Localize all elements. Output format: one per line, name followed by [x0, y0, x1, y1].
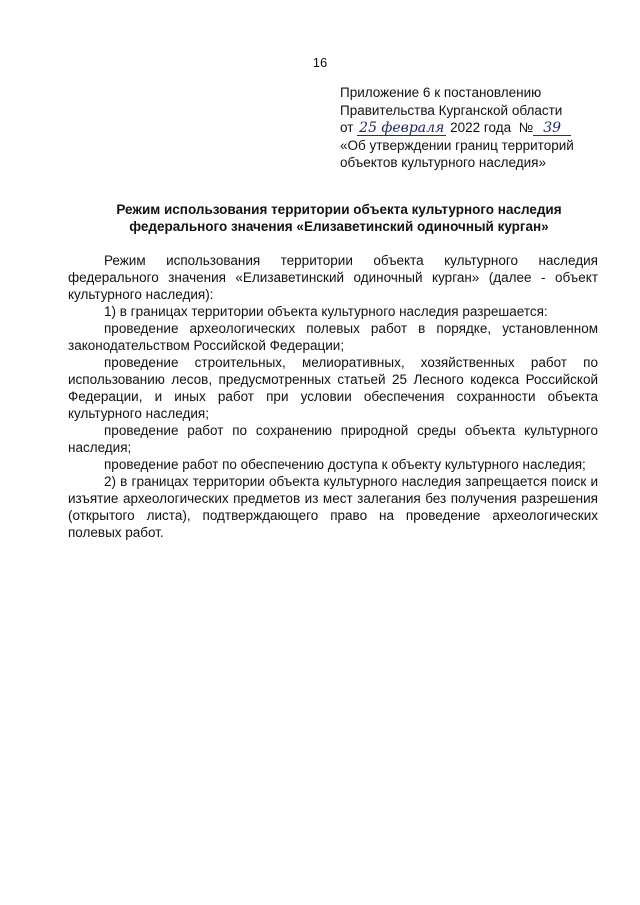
page-number: 16: [312, 55, 328, 70]
title-line-1: Режим использования территории объекта культурного наследия: [116, 202, 562, 217]
paragraph: проведение работ по обеспечению доступа к объекту культурного наследия;: [104, 457, 586, 472]
handwritten-date: 25 февраля: [359, 120, 445, 136]
appendix-date-line: [340, 119, 620, 137]
date-prefix: от: [340, 120, 354, 135]
appendix-header: [340, 84, 620, 172]
appendix-line-5: объектов культурного наследия»: [340, 155, 546, 170]
document-body: [68, 252, 598, 541]
appendix-line-4: «Об утверждении границ территорий: [340, 137, 574, 153]
paragraph: проведение археологических полевых работ в порядке, установленном законодательством Российской Федерации;: [68, 321, 598, 353]
paragraph: 2) в границах территории объекта культурного наследия запрещается поиск и изъятие археологических предметов из мест залегания без получения разрешения (открытого листа), подтверждающего право на проведение археологических полевых работ.: [68, 474, 598, 540]
handwritten-number: 39: [533, 121, 571, 136]
paragraph: проведение работ по сохранению природной среды объекта культурного наследия;: [68, 423, 598, 455]
number-prefix: №: [518, 120, 534, 135]
document-title: [68, 201, 610, 235]
title-line-2: федерального значения «Елизаветинский одиночный курган»: [129, 219, 549, 234]
year-text: 2022 года: [450, 120, 512, 135]
paragraph: Режим использования территории объекта культурного наследия федерального значения «Елизаветинский одиночный курган» (далее - объект культурного наследия):: [68, 253, 598, 302]
appendix-line-1: Приложение 6 к постановлению: [340, 85, 542, 100]
appendix-line-2: Правительства Курганской области: [340, 102, 563, 118]
paragraph: проведение строительных, мелиоративных, хозяйственных работ по использованию лесов, предусмотренных статьей 25 Лесного кодекса Российской Федерации, и иных работ при условии обеспечения сохранности объекта культурного наследия;: [68, 355, 598, 421]
paragraph: 1) в границах территории объекта культурного наследия разрешается:: [104, 304, 548, 319]
